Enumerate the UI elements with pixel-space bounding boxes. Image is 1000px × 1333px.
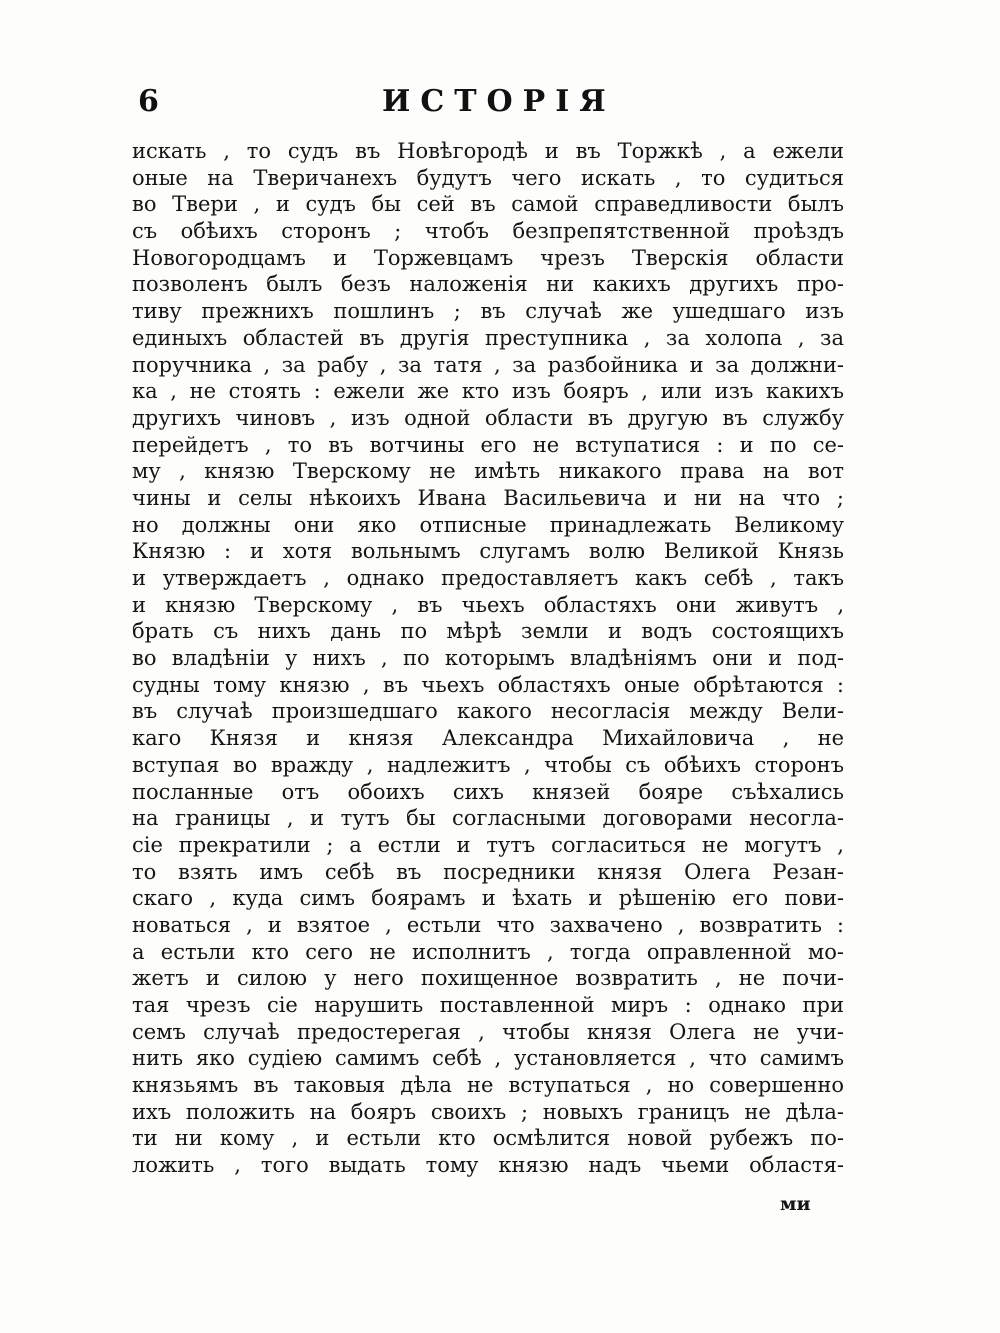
text-line: Князю : и хотя вольнымъ слугамъ волю Великой Князь [132, 539, 844, 564]
text-line: во владѣніи у нихъ , по которымъ владѣніямъ они и под- [132, 646, 844, 671]
text-line: князьямъ въ таковыя дѣла не вступаться , но совершенно [132, 1073, 844, 1098]
text-line: и утверждаетъ , однако предоставляетъ какъ себѣ , такъ [132, 566, 844, 590]
text-line: тиву прежнихъ пошлинъ ; въ случаѣ же ушедшаго изъ [132, 299, 844, 324]
text-line: чины и селы нѣкоихъ Ивана Васильевича и ни на что ; [132, 485, 844, 510]
text-line: нить яко судіею самимъ себѣ , установляется , что самимъ [132, 1046, 844, 1071]
text-line: съ обѣихъ сторонъ ; чтобъ безпрепятственной проѣздъ [132, 219, 844, 244]
text-line: и князю Тверскому , въ чьехъ областяхъ они живутъ , [132, 592, 844, 617]
text-line: ложить , того выдать тому князю надъ чьеми областя- [132, 1153, 844, 1178]
text-line: тая чрезъ сіе нарушить поставленной миръ : однако при [132, 993, 844, 1017]
running-title: ИСТОРІЯ [382, 84, 616, 119]
text-line: семъ случаѣ предостерегая , чтобы князя Олега не учи- [132, 1019, 844, 1044]
text-line: судны тому князю , въ чьехъ областяхъ оные обрѣтаются : [132, 672, 844, 697]
page-number: 6 [138, 84, 159, 119]
text-line: а естьли кто сего не исполнитъ , тогда оправленной мо- [132, 939, 844, 964]
text-line: но должны они яко отписные принадлежать Великому [132, 512, 844, 537]
text-line: то взять имъ себѣ въ посредники князя Олега Резан- [132, 859, 844, 884]
text-line: скаго , куда симъ боярамъ и ѣхать и рѣшенію его пови- [132, 886, 844, 911]
text-line: жетъ и силою у него похищенное возвратить , не почи- [132, 966, 844, 991]
text-line: посланные отъ обоихъ сихъ князей бояре съѣхались [132, 779, 844, 804]
text-line: перейдетъ , то въ вотчины его не вступатися : и по се- [132, 432, 844, 457]
text-line: позволенъ былъ безъ наложенія ни какихъ другихъ про- [132, 272, 844, 297]
text-line: во Твери , и судъ бы сей въ самой справедливости былъ [132, 192, 844, 217]
text-line: ти ни кому , и естьли кто осмѣлится новой рубежъ по- [132, 1126, 844, 1151]
text-line: оные на Тверичанехъ будутъ чего искать , то судиться [132, 165, 844, 190]
text-line: Новогородцамъ и Торжевцамъ чрезъ Тверскія области [132, 245, 844, 270]
text-line: единыхъ областей въ другія преступника , за холопа , за [132, 325, 844, 350]
text-line: въ случаѣ произшедшаго какого несогласія между Вели- [132, 699, 844, 724]
body-text [132, 138, 844, 1179]
text-line: новаться , и взятое , естьли что захвачено , возвратить : [132, 912, 844, 937]
text-line: ихъ положить на бояръ своихъ ; новыхъ границъ не дѣла- [132, 1099, 844, 1124]
text-line: брать съ нихъ дань по мѣрѣ земли и водъ состоящихъ [132, 619, 844, 644]
text-line: вступая во вражду , надлежитъ , чтобы съ обѣихъ сторонъ [132, 752, 844, 777]
text-line: каго Князя и князя Александра Михайловича , не [132, 726, 844, 751]
text-line: поручника , за рабу , за татя , за разбойника и за должни- [132, 352, 844, 377]
text-line: сіе прекратили ; а естли и тутъ согласиться не могутъ , [132, 832, 844, 857]
text-line: искать , то судъ въ Новѣгородѣ и въ Торжкѣ , а ежели [132, 139, 844, 163]
text-line: на границы , и тутъ бы согласными договорами несогла- [132, 806, 844, 831]
text-line: му , князю Тверскому не имѣть никакого права на вот [132, 459, 844, 484]
text-line: ка , не стоять : ежели же кто изъ бояръ , или изъ какихъ [132, 379, 844, 404]
text-line: другихъ чиновъ , изъ одной области въ другую въ службу [132, 405, 844, 430]
catchword: ми [780, 1193, 811, 1215]
